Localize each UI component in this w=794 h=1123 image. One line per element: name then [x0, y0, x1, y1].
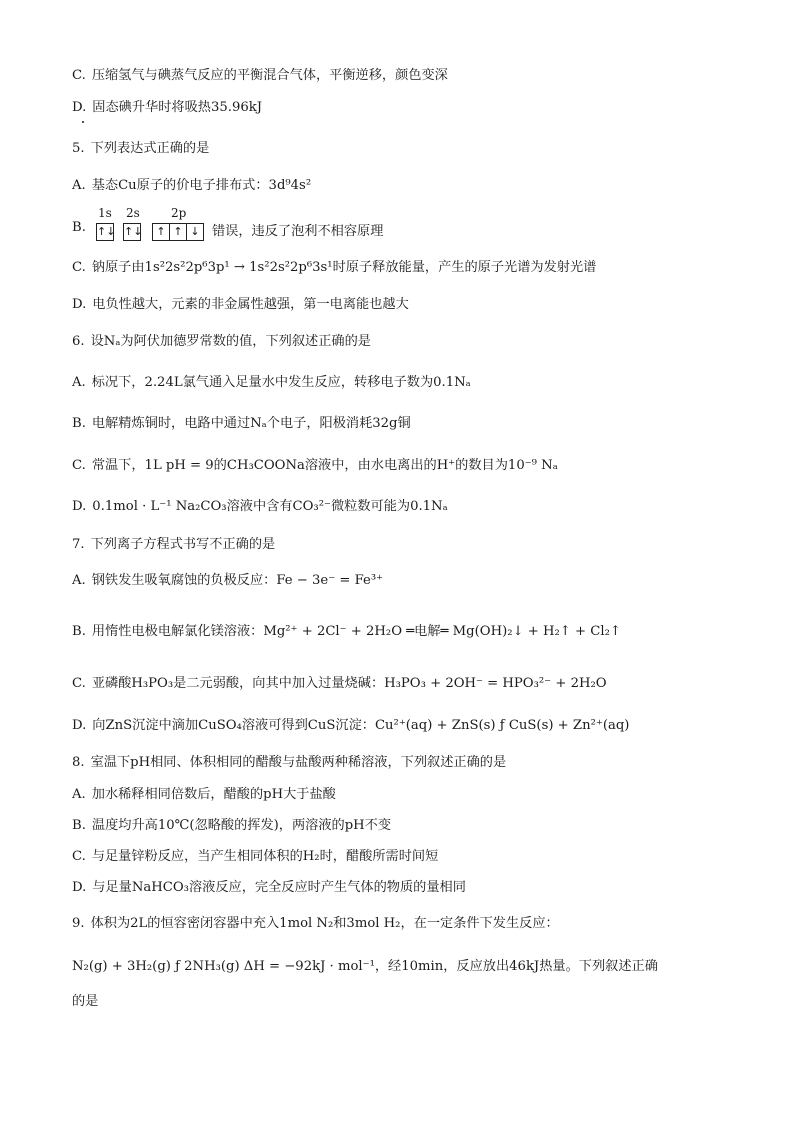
option-b-q8: B. 温度均升高10℃(忽略酸的挥发)，两溶液的pH不变 [72, 818, 392, 833]
speck [82, 121, 84, 123]
question-7: 7. 下列离子方程式书写不正确的是 [72, 537, 276, 552]
question-9-tail: 的是 [72, 994, 99, 1009]
question-8: 8. 室温下pH相同、体积相同的醋酸与盐酸两种稀溶液，下列叙述正确的是 [72, 755, 507, 770]
option-c-q8: C. 与足量锌粉反应，当产生相同体积的H₂时，醋酸所需时间短 [72, 849, 439, 864]
question-6: 6. 设Nₐ为阿伏加德罗常数的值，下列叙述正确的是 [72, 334, 371, 349]
option-d-q4: D. 固态碘升华时将吸热35.96kJ [72, 100, 263, 115]
option-c-q6: C. 常温下，1L pH = 9的CH₃COONa溶液中，由水电离出的H⁺的数目为10⁻⁹ Nₐ [72, 458, 558, 473]
orbital-box-1s: ↑↓ [96, 223, 114, 241]
option-b-q7: B. 用惰性电极电解氯化镁溶液：Mg²⁺ + 2Cl⁻ + 2H₂O ═电解═ Mg(OH)₂↓ + H₂↑ + Cl₂↑ [72, 624, 621, 639]
option-a-q6: A. 标况下，2.24L氯气通入足量水中发生反应，转移电子数为0.1Nₐ [72, 375, 471, 390]
question-9-equation: N₂(g) + 3H₂(g) ƒ 2NH₃(g) ΔH = −92kJ · mol⁻¹，经10min，反应放出46kJ热量。下列叙述正确 [72, 959, 658, 974]
orbital-box-2s: ↑↓ [123, 223, 141, 241]
option-c-q5: C. 钠原子由1s²2s²2p⁶3p¹ → 1s²2s²2p⁶3s¹时原子释放能量，产生的原子光谱为发射光谱 [72, 260, 597, 275]
question-5: 5. 下列表达式正确的是 [72, 141, 210, 156]
option-d-q6: D. 0.1mol · L⁻¹ Na₂CO₃溶液中含有CO₃²⁻微粒数可能为0.1Nₐ [72, 499, 448, 514]
option-a-q5: A. 基态Cu原子的价电子排布式：3d⁹4s² [72, 178, 312, 193]
option-d-q7: D. 向ZnS沉淀中滴加CuSO₄溶液可得到CuS沉淀：Cu²⁺(aq) + ZnS(s) ƒ CuS(s) + Zn²⁺(aq) [72, 718, 630, 733]
option-a-q8: A. 加水稀释相同倍数后，醋酸的pH大于盐酸 [72, 787, 336, 802]
orbital-label-1s: 1s [98, 206, 112, 220]
option-d-q8: D. 与足量NaHCO₃溶液反应，完全反应时产生气体的物质的量相同 [72, 880, 466, 895]
orbital-label-2s: 2s [126, 206, 140, 220]
orbital-label-2p: 2p [171, 206, 187, 220]
option-c-q4: C. 压缩氢气与碘蒸气反应的平衡混合气体，平衡逆移，颜色变深 [72, 68, 448, 83]
option-a-q7: A. 钢铁发生吸氧腐蚀的负极反应：Fe − 3e⁻ = Fe³⁺ [72, 573, 384, 588]
orbital-box-2p: ↑ ↑ ↓ [152, 223, 204, 241]
option-d-q5: D. 电负性越大，元素的非金属性越强，第一电离能也越大 [72, 297, 409, 312]
question-9: 9. 体积为2L的恒容密闭容器中充入1mol N₂和3mol H₂，在一定条件下发生反应： [72, 916, 559, 931]
option-c-q7: C. 亚磷酸H₃PO₃是二元弱酸，向其中加入过量烧碱：H₃PO₃ + 2OH⁻ = HPO₃²⁻ + 2H₂O [72, 676, 607, 691]
option-b-q6: B. 电解精炼铜时，电路中通过Nₐ个电子，阳极消耗32g铜 [72, 416, 411, 431]
